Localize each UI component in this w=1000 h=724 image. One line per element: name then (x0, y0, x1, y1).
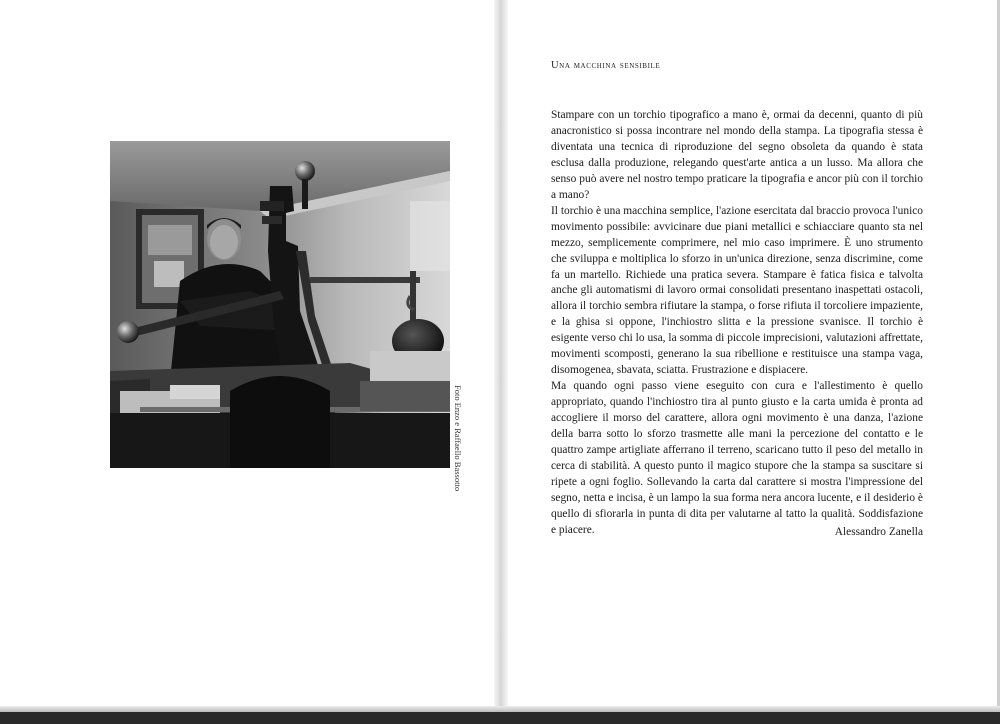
author-signature: Alessandro Zanella (834, 526, 923, 538)
article-paragraph: Il torchio è una macchina semplice, l'azione esercitata dal braccio provoca l'unico movimento possibile: avvicinare due piani metallici e schiacciare quanto sta nel mezzo, semplicemente comprimere, nel mio caso imprimere. È uno strumento che sviluppa e moltiplica lo sforzo in un'unica direzione, senza discrimine, come fa un martello. Richiede una pratica severa. Stampare è fatica fisica e talvolta anche gli automatismi di lavoro ormai consolidati presentano inaspettati ostacoli, allora il torchio sembra rifiutare la stampa, o forse rifiuta il torcoliere impaziente, e la ghisa si oppone, l'inchiostro slitta e la pressione svanisce. Il torchio è esigente verso chi lo usa, la somma di piccole imprecisioni, valutazioni affrettate, movimenti scomposti, generano la sua ribellione e restituisce una stampa vaga, disomogenea, sbavata, sciatta. Frustrazione e dispiacere. (551, 204, 923, 377)
article-paragraph: Ma quando ogni passo viene eseguito con cura e l'allestimento è quello appropriato, quando l'inchiostro tira al punto giusto e la carta umida è pronta ad accogliere il morso del carattere, allora ogni movimento è una danza, l'azione della barra sotto lo sforzo trasmette alle mani la percezione del contatto e le quattro zampe artigliate afferrano il terreno, scaricano tutto il peso del metallo in cerca di stabilità. A questo punto il magico stupore che la stampa sa suscitare si ripete a ogni foglio. Sollevando la carta dal carattere si mostra l'impressione del segno, netta e incisa, è un lampo la sua forma nera ancora lucente, e il desiderio è quello di sfiorarla in punta di dita per valutarne al tatto la qualità. Soddisfazione e piacere. (551, 380, 923, 536)
running-head: Una macchina sensibile (551, 60, 661, 71)
book-gutter (494, 0, 508, 724)
printing-press-photo (110, 141, 450, 468)
photo-credit: Foto Enzo e Raffaello Bassotto (453, 385, 463, 492)
article-paragraph: Stampare con un torchio tipografico a mano è, ormai da decenni, quanto di più anacronistico si possa incontrare nel mondo della stampa. La tipografia stessa è diventata una tecnica di riproduzione del segno obsoleta da quando è stata esclusa dalla produzione, relegando quest'arte antica a un lusso. Ma allora che senso può avere nel nostro tempo praticare la tipografia e ancor più con il torchio a mano? (551, 109, 923, 201)
article-body (551, 108, 923, 539)
scan-bottom-edge (0, 706, 1000, 724)
press-illustration-icon (110, 141, 450, 468)
